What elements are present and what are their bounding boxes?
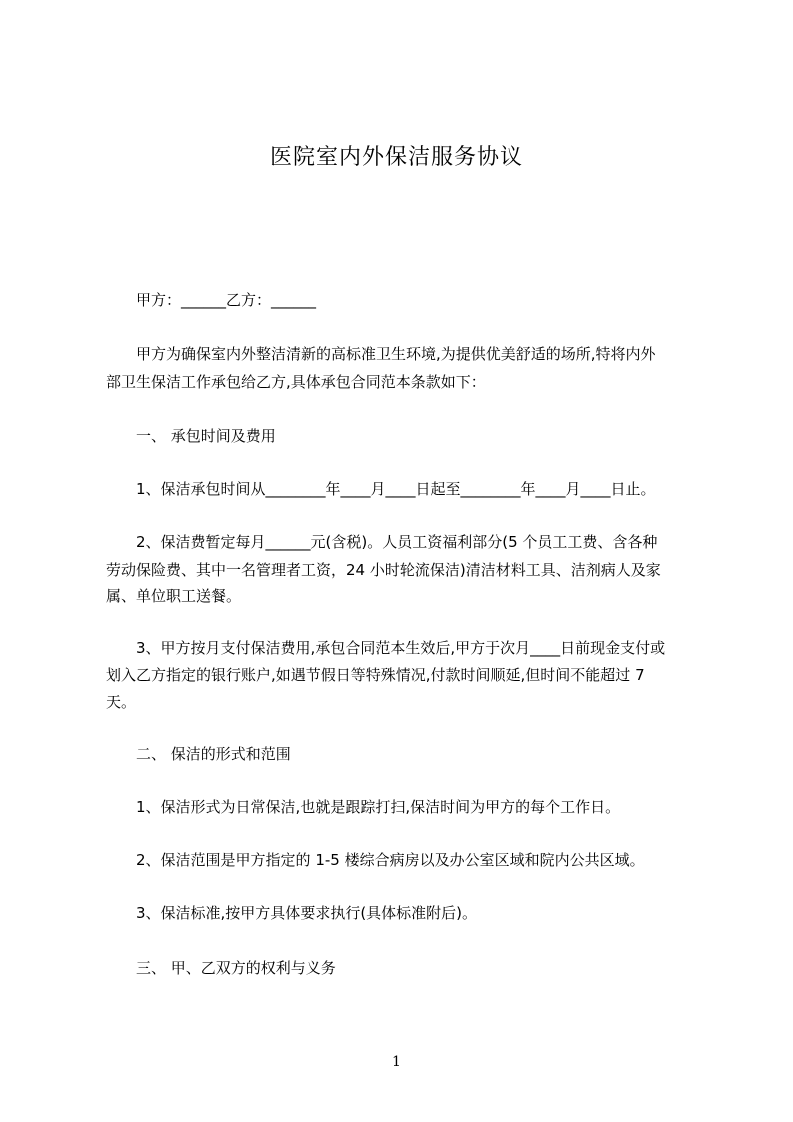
section-2-heading: 二、 保洁的形式和范围 bbox=[136, 745, 291, 763]
intro-line-2: 部卫生保洁工作承包给乙方,具体承包合同范本条款如下： bbox=[106, 373, 486, 391]
section-2-item-3: 3、保洁标准,按甲方具体要求执行(具体标准附后)。 bbox=[136, 904, 478, 922]
intro-line-1: 甲方为确保室内外整洁清新的高标准卫生环境,为提供优美舒适的场所,特将内外 bbox=[136, 345, 656, 363]
section-3-heading: 三、 甲、乙双方的权利与义务 bbox=[136, 959, 336, 977]
document-title: 医院室内外保洁服务协议 bbox=[269, 145, 523, 170]
section-1-item-3-line-1: 3、甲方按月支付保洁费用,承包合同范本生效后,甲方于次月____日前现金支付或 bbox=[136, 639, 666, 657]
section-1-item-3-line-2: 划入乙方指定的银行账户,如遇节假日等特殊情况,付款时间顺延,但时间不能超过 7 bbox=[106, 666, 645, 684]
section-1-item-1: 1、保洁承包时间从________年____月____日起至________年____月____日止。 bbox=[136, 480, 656, 498]
section-1-item-2-line-1: 2、保洁费暂定每月______元(含税)。人员工资福利部分(5 个员工工费、含各种 bbox=[136, 533, 658, 551]
parties-line: 甲方：______乙方：______ bbox=[136, 291, 317, 309]
section-1-item-2-line-2: 劳动保险费、其中一名管理者工资，24 小时轮流保洁)清洁材料工具、洁剂病人及家 bbox=[106, 561, 661, 579]
page-number: 1 bbox=[392, 1054, 401, 1070]
section-1-item-2-line-3: 属、单位职工送餐。 bbox=[106, 587, 242, 605]
section-1-item-3-line-3: 天。 bbox=[106, 693, 137, 711]
section-1-heading: 一、 承包时间及费用 bbox=[136, 427, 276, 445]
section-2-item-2: 2、保洁范围是甲方指定的 1-5 楼综合病房以及办公室区域和院内公共区域。 bbox=[136, 851, 645, 869]
section-2-item-1: 1、保洁形式为日常保洁,也就是跟踪打扫,保洁时间为甲方的每个工作日。 bbox=[136, 798, 621, 816]
